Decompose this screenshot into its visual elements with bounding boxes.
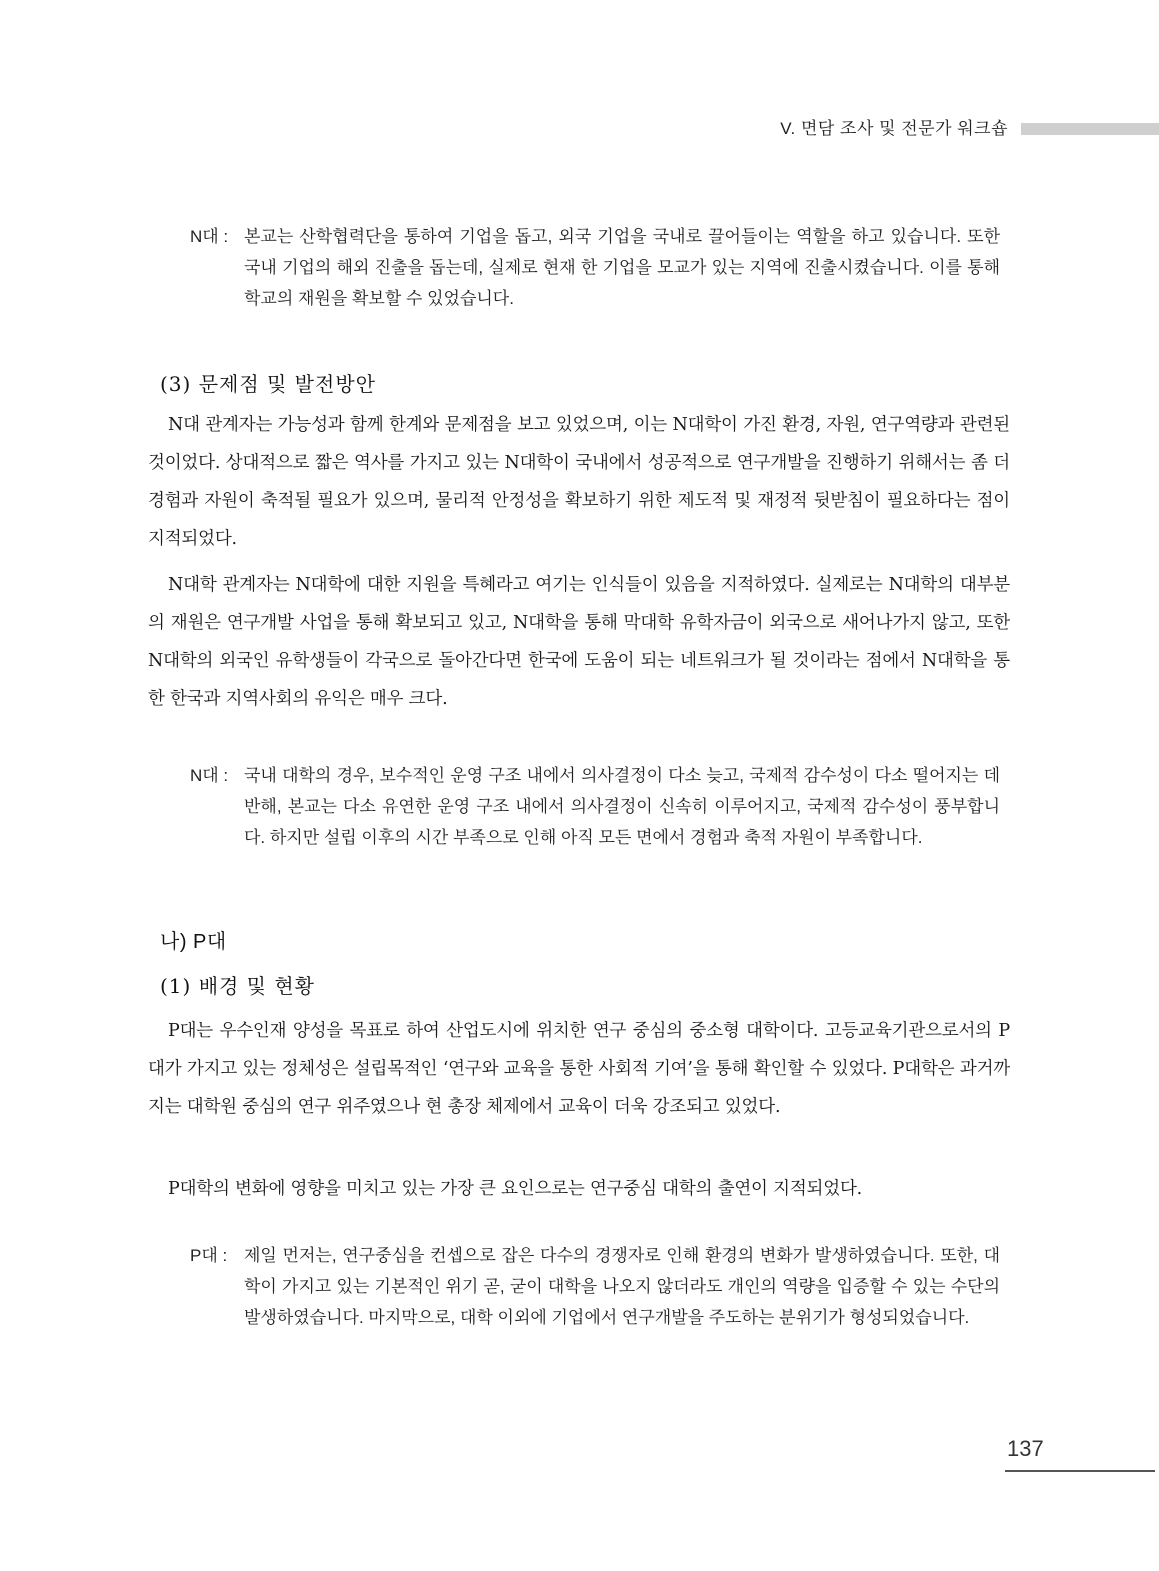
page-number-box bbox=[1005, 1436, 1155, 1472]
paragraph-p-background-2: P대학의 변화에 영향을 미치고 있는 가장 큰 요인으로는 연구중심 대학의 출연이 지적되었다. bbox=[168, 1179, 863, 1199]
running-header-title: V. 면담 조사 및 전문가 워크숍 bbox=[780, 119, 1008, 138]
quote-text: 제일 먼저는, 연구중심을 컨셉으로 잡은 다수의 경쟁자로 인해 환경의 변화가 발생하였습니다. 또한, 대학이 가지고 있는 기본적인 위기 곧, 굳이 대학을 나오지 않더라도 개인의 역량을 입증할 수 있는 수단의 발생하였습니다. 마지막으로, 대학 이외에 기업에서 연구개발을 주도하는 분위기가 형성되었습니다. bbox=[244, 1246, 1000, 1327]
running-header bbox=[0, 116, 1159, 142]
interview-quote-n-1 bbox=[190, 221, 1000, 314]
paragraph-p-background-1: P대는 우수인재 양성을 목표로 하여 산업도시에 위치한 연구 중심의 중소형 대학이다. 고등교육기관으로서의 P대가 가지고 있는 정체성은 설립목적인 ‘연구와 교육을 통한 사회적 기여’을 통해 확인할 수 있었다. P대학은 과거까지는 대학원 중심의 연구 위주였으나 현 총장 체제에서 교육이 더욱 강조되고 있었다. bbox=[148, 1021, 1010, 1117]
section-heading-p-univ: 나) P대 bbox=[160, 931, 227, 953]
quote-text: 본교는 산학협력단을 통하여 기업을 돕고, 외국 기업을 국내로 끌어들이는 역할을 하고 있습니다. 또한 국내 기업의 해외 진출을 돕는데, 실제로 현재 한 기업을 모교가 있는 지역에 진출시켰습니다. 이를 통해 학교의 재원을 확보할 수 있었습니다. bbox=[244, 227, 1000, 308]
paragraph-n-problems-1: N대 관계자는 가능성과 함께 한계와 문제점을 보고 있었으며, 이는 N대학이 가진 환경, 자원, 연구역량과 관련된 것이었다. 상대적으로 짧은 역사를 가지고 있는 N대학이 국내에서 성공적으로 연구개발을 진행하기 위해서는 좀 더 경험과 자원이 축적될 필요가 있으며, 물리적 안정성을 확보하기 위한 제도적 및 재정적 뒷받침이 필요하다는 점이 지적되었다. bbox=[148, 415, 1010, 549]
quote-speaker: P대 : bbox=[190, 1246, 228, 1265]
interview-quote-p-1 bbox=[190, 1240, 1000, 1333]
quote-speaker: N대 : bbox=[190, 227, 229, 246]
quote-text: 국내 대학의 경우, 보수적인 운영 구조 내에서 의사결정이 다소 늦고, 국제적 감수성이 다소 떨어지는 데 반해, 본교는 다소 유연한 운영 구조 내에서 의사결정이 신속히 이루어지고, 국제적 감수성이 풍부합니다. 하지만 설립 이후의 시간 부족으로 인해 아직 모든 면에서 경험과 축적 자원이 부족합니다. bbox=[244, 766, 1000, 847]
paragraph-n-problems-2: N대학 관계자는 N대학에 대한 지원을 특혜라고 여기는 인식들이 있음을 지적하였다. 실제로는 N대학의 대부분의 재원은 연구개발 사업을 통해 확보되고 있고, N대학을 통해 막대학 유학자금이 외국으로 새어나가지 않고, 또한 N대학의 외국인 유학생들이 각국으로 돌아간다면 한국에 도움이 되는 네트워크가 될 것이라는 점에서 N대학을 통한 한국과 지역사회의 유익은 매우 크다. bbox=[148, 575, 1010, 709]
quote-speaker: N대 : bbox=[190, 766, 229, 785]
running-header-bar bbox=[1021, 123, 1159, 135]
section-heading-background: (1) 배경 및 현황 bbox=[160, 974, 316, 998]
page-number: 137 bbox=[1007, 1436, 1044, 1461]
interview-quote-n-2 bbox=[190, 760, 1000, 853]
section-heading-problems: (3) 문제점 및 발전방안 bbox=[160, 372, 376, 396]
